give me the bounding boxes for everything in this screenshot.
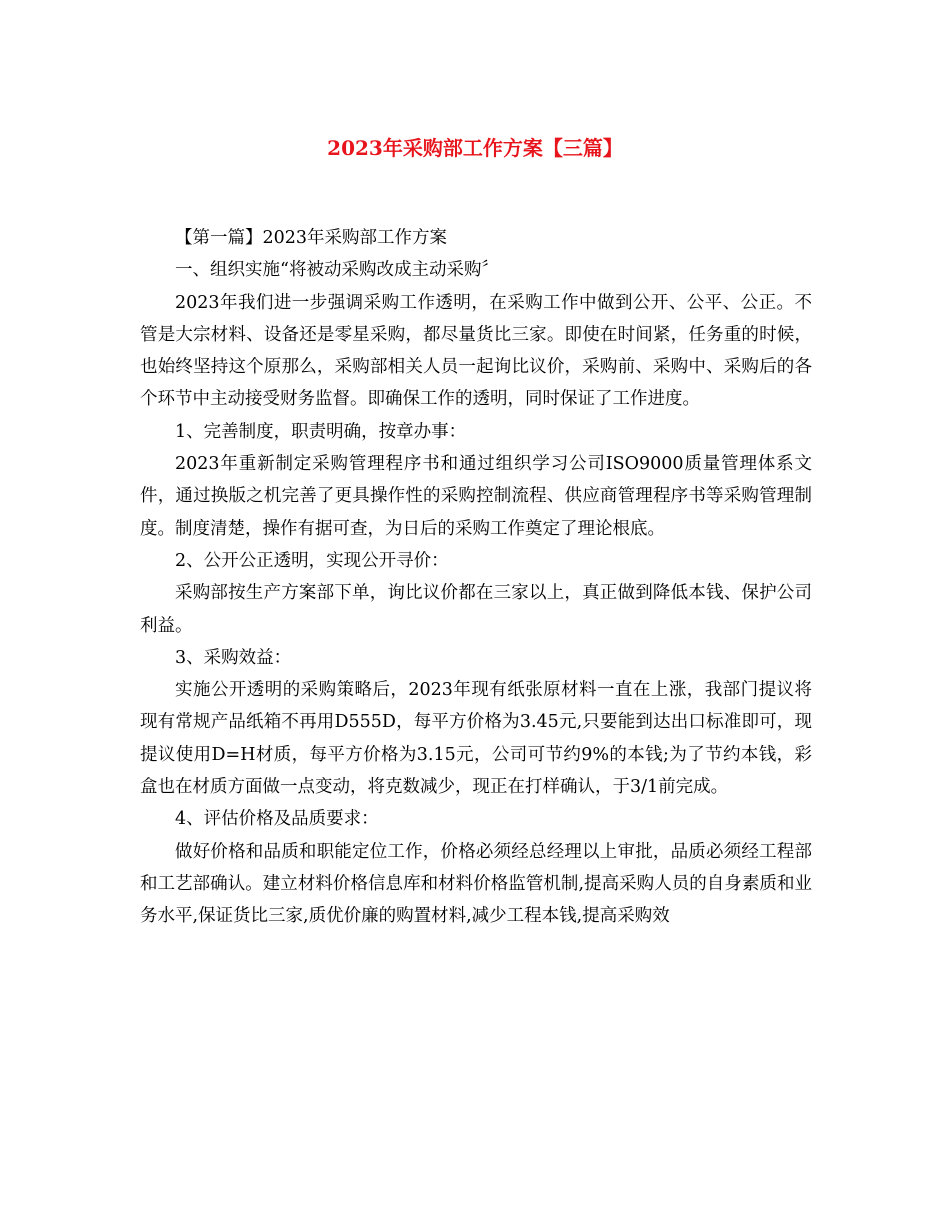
paragraph-text: 做好价格和品质和职能定位工作，价格必须经总经理以上审批，品质必须经工程部和工艺部确认。建立材料价格信息库和材料价格监管机制,提高采购人员的自身素质和业务水平,保证货比三家,质优价廉的购置材料,减少工程本钱,提高采购效 <box>140 841 812 927</box>
paragraph-subheading: 4、评估价格及品质要求： <box>175 809 379 830</box>
paragraph-subheading: 2、公开公正透明，实现公开寻价： <box>175 550 449 571</box>
paragraph-subheading: 3、采购效益： <box>175 647 292 668</box>
paragraph-section-heading: 一、组织实施“将被动采购改成主动采购〞 <box>175 260 499 281</box>
paragraph-text: 2023年重新制定采购管理程序书和通过组织学习公司ISO9000质量管理体系文件，通过换版之机完善了更具操作性的采购控制流程、供应商管理程序书等采购管理制度。制度清楚，操作有据可查，为日后的采购工作奠定了理论根底。 <box>140 454 812 539</box>
document-title: 2023年采购部工作方案【三篇】 <box>327 136 623 160</box>
paragraph-text: 采购部按生产方案部下单，询比议价都在三家以上，真正做到降低本钱、保护公司利益。 <box>140 583 812 636</box>
document-body <box>140 222 812 933</box>
paragraph-text: 实施公开透明的采购策略后，2023年现有纸张原材料一直在上涨，我部门提议将现有常规产品纸箱不再用D555D，每平方价格为3.45元,只要能到达出口标准即可，现提议使用D=H材质，每平方价格为3.15元，公司可节约9%的本钱;为了节约本钱，彩盒也在材质方面做一点变动，将克数减少，现正在打样确认，于3/1前完成。 <box>140 680 812 798</box>
paragraph-text: 2023年我们进一步强调采购工作透明，在采购工作中做到公开、公平、公正。不管是大宗材料、设备还是零星采购，都尽量货比三家。即使在时间紧，任务重的时候，也始终坚持这个原那么，采购部相关人员一起询比议价，采购前、采购中、采购后的各个环节中主动接受财务监督。即确保工作的透明，同时保证了工作进度。 <box>140 292 812 410</box>
paragraph-part-heading: 【第一篇】2023年采购部工作方案 <box>175 228 448 248</box>
paragraph-subheading: 1、完善制度，职责明确，按章办事： <box>175 421 467 442</box>
